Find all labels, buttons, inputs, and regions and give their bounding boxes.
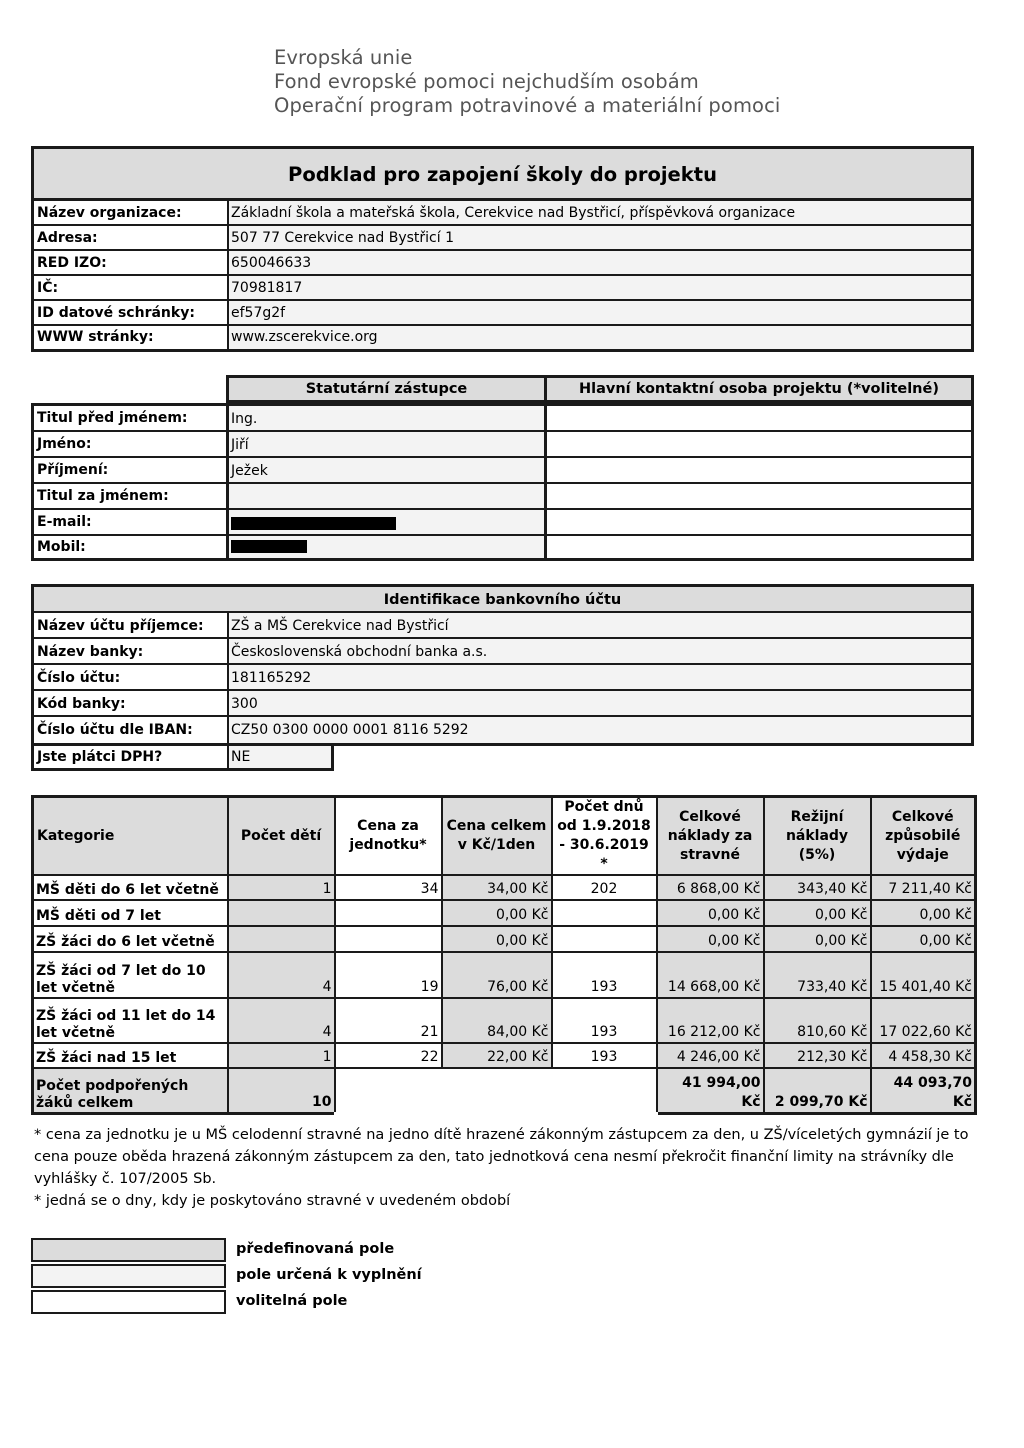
org-name-field[interactable]: Základní škola a mateřská škola, Cerekvice nad Bystřicí, příspěvková organizace: [229, 201, 971, 226]
row-eligible: 15 401,40 Kč: [871, 952, 976, 998]
email-field[interactable]: [229, 510, 544, 536]
total-label: Počet podpořených žáků celkem: [33, 1068, 228, 1113]
footnote-unit-price: * cena za jednotku je u MŠ celodenní stravné na jedno dítě hrazené zákonným zástupcem za den, u ZŠ/víceletých gymnázií je to cena pouze oběda hrazená zákonným zástupcem za den, tato jednotková cena nesmí překročit finanční limity na strávníky dle vyhlášky č. 107/2005 Sb.: [34, 1127, 969, 1187]
title-after-label: Titul za jménem:: [34, 484, 229, 510]
row-overhead: 810,60 Kč: [764, 998, 871, 1043]
row-eligible: 0,00 Kč: [871, 900, 976, 926]
row-eligible: 17 022,60 Kč: [871, 998, 976, 1043]
row-overhead: 212,30 Kč: [764, 1043, 871, 1068]
mobile-field[interactable]: [229, 536, 544, 558]
total-blank: [552, 1068, 657, 1113]
cost-header-row: [33, 797, 976, 876]
bank-code-field[interactable]: 300: [229, 691, 971, 717]
row-meals: 16 212,00 Kč: [657, 998, 764, 1043]
table-row: [33, 926, 976, 952]
row-days[interactable]: 193: [552, 1043, 657, 1068]
total-meals: 41 994,00 Kč: [657, 1068, 764, 1113]
first-name-field[interactable]: Jiří: [229, 432, 544, 458]
web-label: WWW stránky:: [34, 326, 229, 349]
row-per-day: 0,00 Kč: [442, 900, 552, 926]
row-overhead: 343,40 Kč: [764, 875, 871, 900]
contact-person-header: [544, 375, 974, 403]
org-name-label: Název organizace:: [34, 201, 229, 226]
statutory-header-label: Statutární zástupce: [305, 381, 468, 397]
header-eu: Evropská unie: [274, 46, 413, 69]
header-fund: Fond evropské pomoci nejchudším osobám: [274, 70, 699, 93]
surname-label: Příjmení:: [34, 458, 229, 484]
table-row: [33, 1043, 976, 1068]
col-total-meals: Celkové náklady za stravné: [657, 797, 764, 876]
cp-first-name-field[interactable]: [547, 432, 971, 458]
col-category: Kategorie: [33, 797, 228, 876]
bank-name-field[interactable]: Československá obchodní banka a.s.: [229, 639, 971, 665]
total-blank: [335, 1068, 442, 1113]
mobile-redaction: [231, 540, 307, 553]
row-category: MŠ děti od 7 let: [33, 900, 228, 926]
row-category: ZŠ žáci od 11 let do 14 let včetně: [33, 998, 228, 1043]
row-overhead: 0,00 Kč: [764, 900, 871, 926]
cp-surname-field[interactable]: [547, 458, 971, 484]
row-eligible: 0,00 Kč: [871, 926, 976, 952]
cp-title-after-field[interactable]: [547, 484, 971, 510]
footnotes: [34, 1124, 974, 1212]
row-unit-price[interactable]: 34: [335, 875, 442, 900]
row-category: ZŠ žáci od 7 let do 10 let včetně: [33, 952, 228, 998]
contact-person-fields: [544, 403, 974, 561]
col-total-day: Cena celkem v Kč/1den: [442, 797, 552, 876]
bank-code-label: Kód banky:: [34, 691, 229, 717]
vat-row: [31, 743, 334, 771]
row-days[interactable]: 193: [552, 998, 657, 1043]
row-children[interactable]: 4: [228, 998, 335, 1043]
contact-person-header-label: Hlavní kontaktní osoba projektu (*volitelné): [579, 381, 939, 397]
legend-predefined: předefinovaná pole: [236, 1241, 395, 1257]
row-days[interactable]: 202: [552, 875, 657, 900]
row-meals: 0,00 Kč: [657, 900, 764, 926]
header-program: Operační program potravinové a materiální pomoci: [274, 94, 781, 117]
row-per-day: 84,00 Kč: [442, 998, 552, 1043]
total-eligible: 44 093,70 Kč: [871, 1068, 976, 1113]
table-row: [33, 952, 976, 998]
address-label: Adresa:: [34, 226, 229, 251]
total-overhead: 2 099,70 Kč: [764, 1068, 871, 1113]
databox-field[interactable]: ef57g2f: [229, 301, 971, 326]
row-meals: 0,00 Kč: [657, 926, 764, 952]
col-children: Počet dětí: [228, 797, 335, 876]
address-field[interactable]: 507 77 Cerekvice nad Bystřicí 1: [229, 226, 971, 251]
red-izo-label: RED IZO:: [34, 251, 229, 276]
email-redaction: [231, 517, 396, 530]
footnote-days: * jedná se o dny, kdy je poskytováno stravné v uvedeném období: [34, 1193, 511, 1209]
title-before-label: Titul před jménem:: [34, 406, 229, 432]
legend-swatch-to-fill: [31, 1264, 226, 1288]
row-eligible: 4 458,30 Kč: [871, 1043, 976, 1068]
legend-to-fill: pole určená k vyplnění: [236, 1267, 422, 1283]
row-days[interactable]: [552, 900, 657, 926]
contacts-section: [31, 375, 974, 561]
legend-swatch-predefined: [31, 1238, 226, 1262]
cost-table: [31, 795, 977, 1115]
vat-field[interactable]: NE: [229, 746, 331, 768]
cp-title-before-field[interactable]: [547, 406, 971, 432]
mobile-label: Mobil:: [34, 536, 229, 558]
table-row: [33, 900, 976, 926]
row-overhead: 733,40 Kč: [764, 952, 871, 998]
web-field[interactable]: www.zscerekvice.org: [229, 326, 971, 349]
surname-field[interactable]: Ježek: [229, 458, 544, 484]
account-number-label: Číslo účtu:: [34, 665, 229, 691]
row-overhead: 0,00 Kč: [764, 926, 871, 952]
row-meals: 14 668,00 Kč: [657, 952, 764, 998]
vat-label: Jste plátci DPH?: [34, 746, 229, 768]
row-per-day: 34,00 Kč: [442, 875, 552, 900]
row-children[interactable]: [228, 926, 335, 952]
row-children[interactable]: [228, 900, 335, 926]
legend-swatch-optional: [31, 1290, 226, 1314]
page-header: [274, 46, 780, 118]
row-per-day: 0,00 Kč: [442, 926, 552, 952]
bank-table: [31, 584, 974, 746]
row-days[interactable]: 193: [552, 952, 657, 998]
row-meals: 6 868,00 Kč: [657, 875, 764, 900]
legend-optional: volitelná pole: [236, 1293, 348, 1309]
total-blank: [442, 1068, 552, 1113]
email-label: E-mail:: [34, 510, 229, 536]
table-row: [33, 998, 976, 1043]
row-unit-price[interactable]: 22: [335, 1043, 442, 1068]
bank-title: Identifikace bankovního účtu: [34, 587, 971, 613]
row-unit-price[interactable]: 21: [335, 998, 442, 1043]
databox-label: ID datové schránky:: [34, 301, 229, 326]
row-category: ZŠ žáci do 6 let včetně: [33, 926, 228, 952]
col-overhead: Režijní náklady (5%): [764, 797, 871, 876]
title-after-field[interactable]: [229, 484, 544, 510]
account-number-field[interactable]: 181165292: [229, 665, 971, 691]
organization-table: [31, 146, 974, 352]
row-meals: 4 246,00 Kč: [657, 1043, 764, 1068]
row-unit-price[interactable]: 19: [335, 952, 442, 998]
col-unit-price: Cena za jednotku*: [335, 797, 442, 876]
ic-label: IČ:: [34, 276, 229, 301]
total-children: 10: [228, 1068, 335, 1113]
row-unit-price[interactable]: [335, 926, 442, 952]
col-eligible: Celkové způsobilé výdaje: [871, 797, 976, 876]
row-children[interactable]: 4: [228, 952, 335, 998]
row-per-day: 22,00 Kč: [442, 1043, 552, 1068]
statutory-fields: [226, 403, 547, 561]
cp-mobile-field[interactable]: [547, 536, 971, 558]
iban-label: Číslo účtu dle IBAN:: [34, 717, 229, 743]
row-children[interactable]: 1: [228, 1043, 335, 1068]
cp-email-field[interactable]: [547, 510, 971, 536]
col-days: Počet dnů od 1.9.2018 - 30.6.2019 *: [552, 797, 657, 876]
row-per-day: 76,00 Kč: [442, 952, 552, 998]
contact-labels: [31, 403, 229, 561]
first-name-label: Jméno:: [34, 432, 229, 458]
row-days[interactable]: [552, 926, 657, 952]
row-category: MŠ děti do 6 let včetně: [33, 875, 228, 900]
ic-field[interactable]: 70981817: [229, 276, 971, 301]
row-eligible: 7 211,40 Kč: [871, 875, 976, 900]
account-name-label: Název účtu příjemce:: [34, 613, 229, 639]
table-row: [33, 875, 976, 900]
form-title: Podklad pro zapojení školy do projektu: [34, 149, 971, 201]
title-before-field[interactable]: Ing.: [229, 406, 544, 432]
total-row: [33, 1068, 976, 1113]
red-izo-field[interactable]: 650046633: [229, 251, 971, 276]
row-unit-price[interactable]: [335, 900, 442, 926]
bank-name-label: Název banky:: [34, 639, 229, 665]
row-children[interactable]: 1: [228, 875, 335, 900]
statutory-header: [226, 375, 547, 403]
iban-field[interactable]: CZ50 0300 0000 0001 8116 5292: [229, 717, 971, 743]
row-category: ZŠ žáci nad 15 let: [33, 1043, 228, 1068]
account-name-field[interactable]: ZŠ a MŠ Cerekvice nad Bystřicí: [229, 613, 971, 639]
